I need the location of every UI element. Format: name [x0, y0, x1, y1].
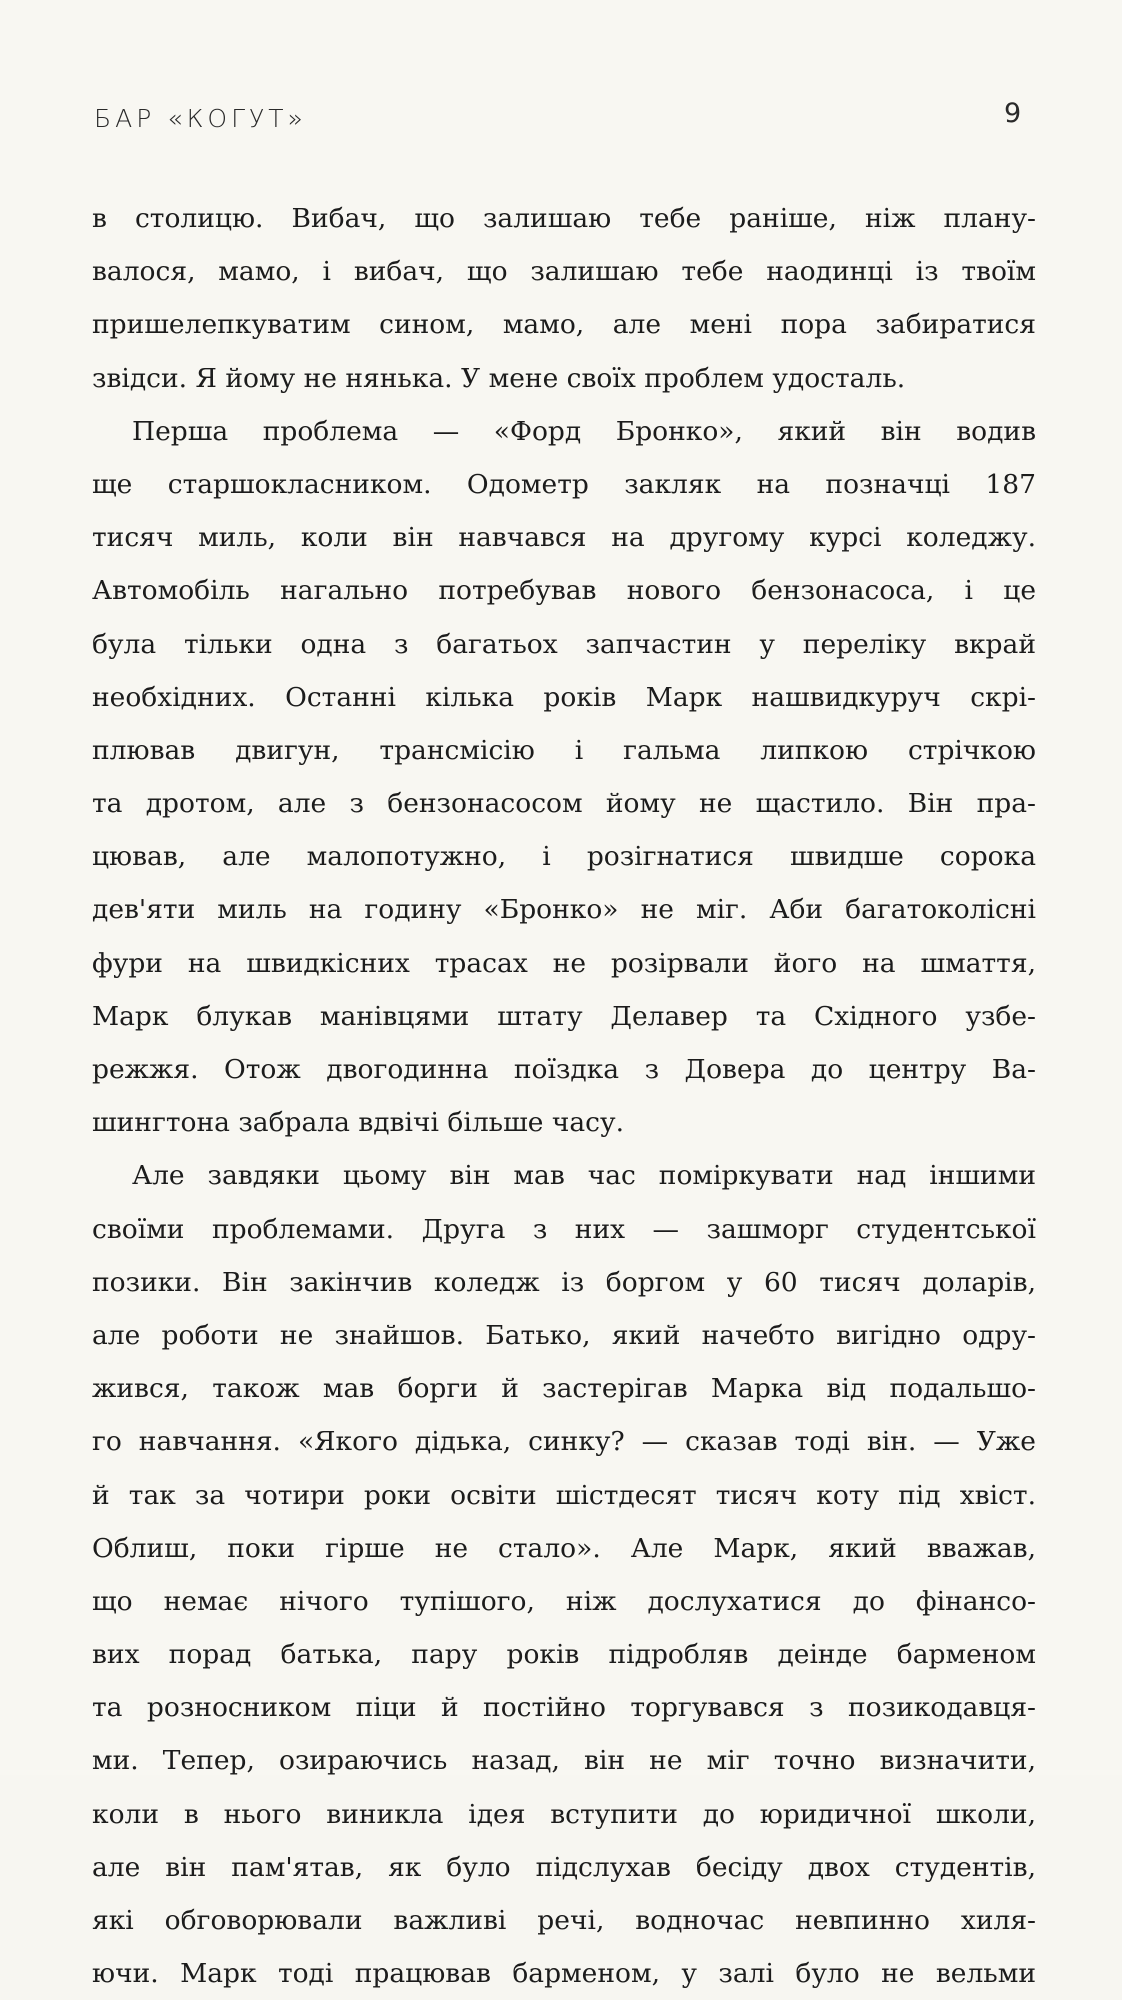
text-line: дев'яти миль на годину «Бронко» не міг. Аби багатоколісні [92, 894, 1036, 926]
text-line: го навчання. «Якого дідька, синку? — сказав тоді він. — Уже [92, 1426, 1036, 1458]
text-line: але він пам'ятав, як було підслухав бесіду двох студентів, [92, 1851, 1036, 1883]
text-line: пришелепкуватим сином, мамо, але мені пора забиратися [92, 309, 1036, 341]
text-line: та розносником піци й постійно торгувався з позикодавця- [92, 1692, 1036, 1724]
text-line: й так за чотири роки освіти шістдесят тисяч коту під хвіст. [92, 1479, 1036, 1511]
text-line: плював двигун, трансмісію і гальма липкою стрічкою [92, 734, 1036, 766]
body-text [92, 192, 1036, 2000]
text-line: шингтона забрала вдвічі більше часу. [92, 1107, 625, 1139]
text-line: необхідних. Останні кілька років Марк нашвидкуруч скрі- [92, 681, 1036, 713]
text-line: була тільки одна з багатьох запчастин у переліку вкрай [92, 628, 1036, 660]
text-line: звідси. Я йому не нянька. У мене своїх проблем удосталь. [92, 362, 906, 394]
paragraph-first-line: Але завдяки цьому він мав час поміркувати над іншими [132, 1160, 1036, 1192]
text-line: фури на швидкісних трасах не розірвали його на шмаття, [92, 947, 1036, 979]
text-line: валося, мамо, і вибач, що залишаю тебе наодинці із твоїм [92, 256, 1036, 288]
text-line: які обговорювали важливі речі, водночас невпинно хиля- [92, 1905, 1036, 1936]
text-line: ще старшокласником. Одометр закляк на позначці 187 [92, 468, 1036, 500]
text-line: Марк блукав манівцями штату Делавер та Східного узбе- [92, 1000, 1036, 1032]
text-line: коли в нього виникла ідея вступити до юридичної школи, [92, 1798, 1036, 1830]
text-line: жився, також мав борги й застерігав Марка від подальшо- [92, 1373, 1036, 1405]
text-line: режжя. Отож двогодинна поїздка з Довера до центру Ва- [92, 1054, 1036, 1085]
text-line: та дротом, але з бензонасосом йому не щастило. Він пра- [92, 788, 1036, 820]
text-line: ючи. Марк тоді працював барменом, у залі було не вельми [92, 1958, 1036, 1990]
text-line: Облиш, поки гірше не стало». Але Марк, який вважав, [92, 1532, 1036, 1564]
text-line: Автомобіль нагально потребував нового бензонасоса, і це [92, 575, 1036, 607]
text-line: ми. Тепер, озираючись назад, він не міг точно визначити, [92, 1745, 1036, 1777]
running-title: БАР «КОГУТ» [94, 104, 307, 133]
page-number: 9 [1004, 98, 1022, 129]
text-line: своїми проблемами. Друга з них — зашморг студентської [92, 1213, 1036, 1245]
text-line: вих порад батька, пару років підробляв деінде барменом [92, 1639, 1036, 1671]
text-line: позики. Він закінчив коледж із боргом у 60 тисяч доларів, [92, 1266, 1036, 1298]
text-line: тисяч миль, коли він навчався на другому курсі коледжу. [92, 522, 1036, 554]
text-line: що немає нічого тупішого, ніж дослухатися до фінансо- [92, 1585, 1036, 1617]
text-line: але роботи не знайшов. Батько, який начебто вигідно одру- [92, 1319, 1036, 1351]
paragraph-first-line: Перша проблема — «Форд Бронко», який він водив [132, 415, 1036, 447]
text-line: в столицю. Вибач, що залишаю тебе раніше, ніж плану- [92, 203, 1036, 234]
text-line: цював, але малопотужно, і розігнатися швидше сорока [92, 841, 1036, 873]
